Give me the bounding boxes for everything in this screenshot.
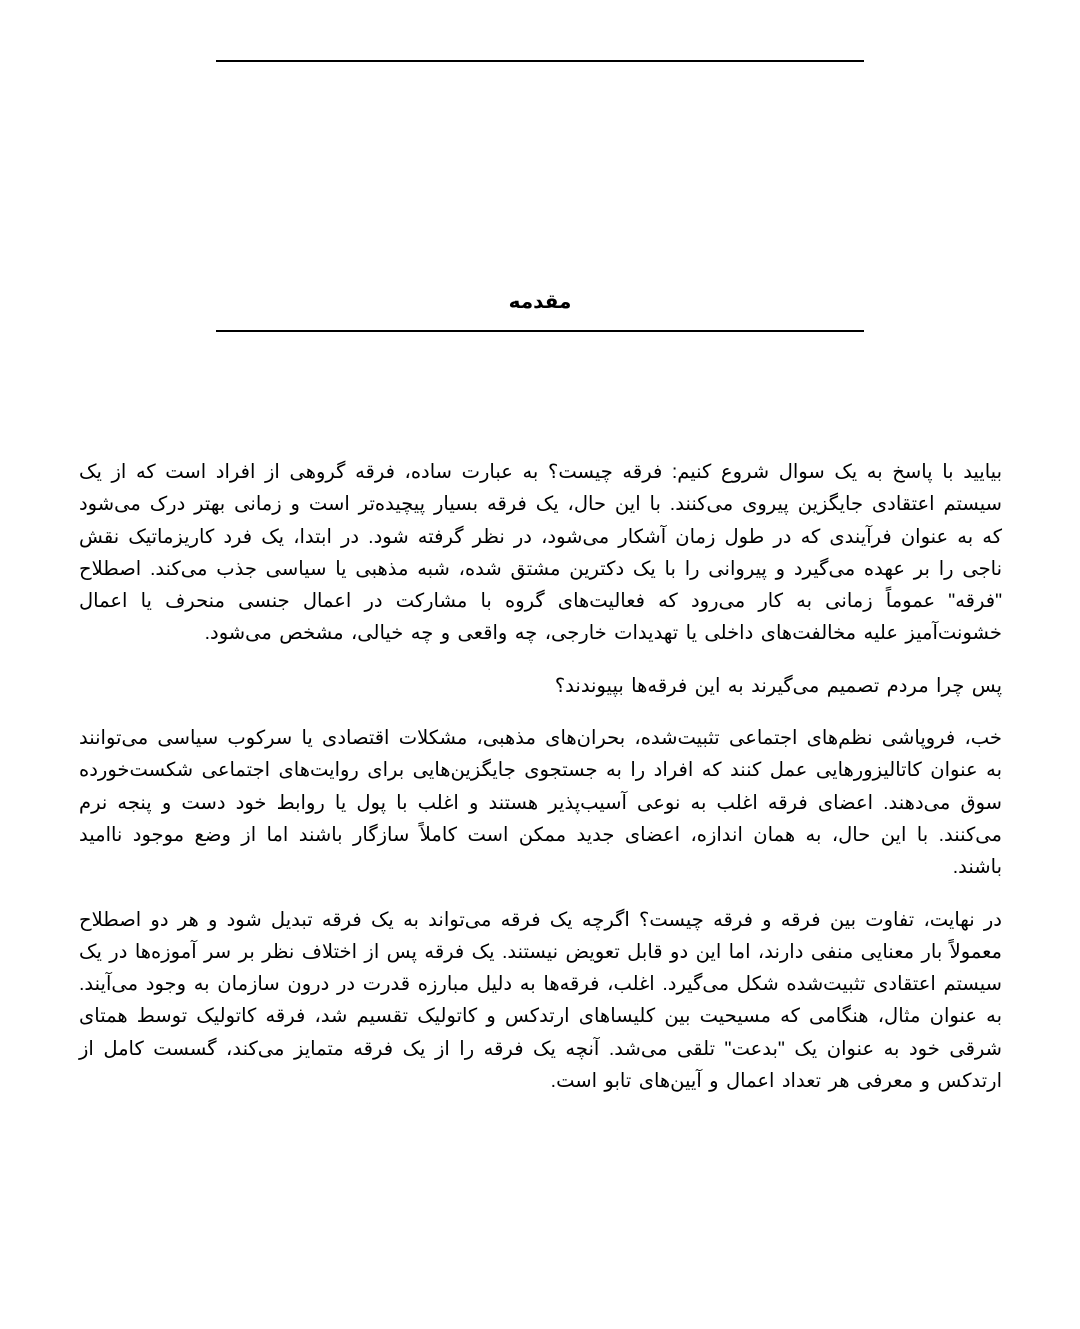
paragraph-difference: در نهایت، تفاوت بین فرقه و فرقه چیست؟ اگرچه یک فرقه می‌تواند به یک فرقه تبدیل شود و هر دو اصطلاح معمولاً بار معنایی منفی دارند، اما این دو قابل تعویض نیستند. یک فرقه پس از اختلاف نظر بر سر آموزه‌ها در یک سیستم اعتقادی تثبیت‌شده شکل می‌گیرد. اغلب، فرقه‌ها به دلیل مبارزه قدرت در درون سازمان به وجود می‌آیند. به عنوان مثال، هنگامی که مسیحیت بین کلیساهای ارتدکس و کاتولیک تقسیم شد، فرقه کاتولیک توسط همتای شرقی خود به عنوان یک "بدعت" تلقی می‌شد. آنچه یک فرقه را از یک فرقه متمایز می‌کند، گسست کامل از ارتدکس و معرفی هر تعداد اعمال و آیین‌های تابو است. bbox=[79, 908, 1002, 1093]
title-divider bbox=[216, 330, 864, 332]
page-title: مقدمه bbox=[508, 291, 572, 314]
top-divider bbox=[216, 60, 864, 62]
paragraph-reasons: خب، فروپاشی نظم‌های اجتماعی تثبیت‌شده، بحران‌های مذهبی، مشکلات اقتصادی یا سرکوب سیاسی می‌توانند به عنوان کاتالیزورهایی عمل کنند که افراد را به جستجوی جایگزین‌هایی برای روایت‌های اجتماعی شکست‌خورده سوق می‌دهند. اعضای فرقه اغلب به نوعی آسیب‌پذیر هستند و اغلب با پول یا روابط خود دست و پنجه نرم می‌کنند. با این حال، به همان اندازه، اعضای جدید ممکن است کاملاً سازگار باشند اما از وضع موجود ناامید باشند. bbox=[79, 727, 1002, 879]
paragraph-definition: بیایید با پاسخ به یک سوال شروع کنیم: فرقه چیست؟ به عبارت ساده، فرقه گروهی از افراد است که از یک سیستم اعتقادی جایگزین پیروی می‌کنند. با این حال، یک فرقه بسیار پیچیده‌تر است و زمانی بهتر درک می‌شود که به عنوان فرآیندی که در طول زمان آشکار می‌شود، در نظر گرفته شود. در ابتدا، یک فرد کاریزماتیک نقش ناجی را بر عهده می‌گیرد و پیروانی را با یک دکترین مشتق شده، شبه مذهبی یا سیاسی جذب می‌کند. اصطلاح "فرقه" عموماً زمانی به کار می‌رود که فعالیت‌های گروه با مشارکت در اعمال جنسی منحرف یا اعمال خشونت‌آمیز علیه مخالفت‌های داخلی یا تهدیدات خارجی، چه واقعی و چه خیالی، مشخص می‌شود. bbox=[79, 461, 1002, 645]
document-body bbox=[79, 456, 1002, 1117]
paragraph-question: پس چرا مردم تصمیم می‌گیرند به این فرقه‌ها بپیوندند؟ bbox=[554, 674, 1002, 697]
